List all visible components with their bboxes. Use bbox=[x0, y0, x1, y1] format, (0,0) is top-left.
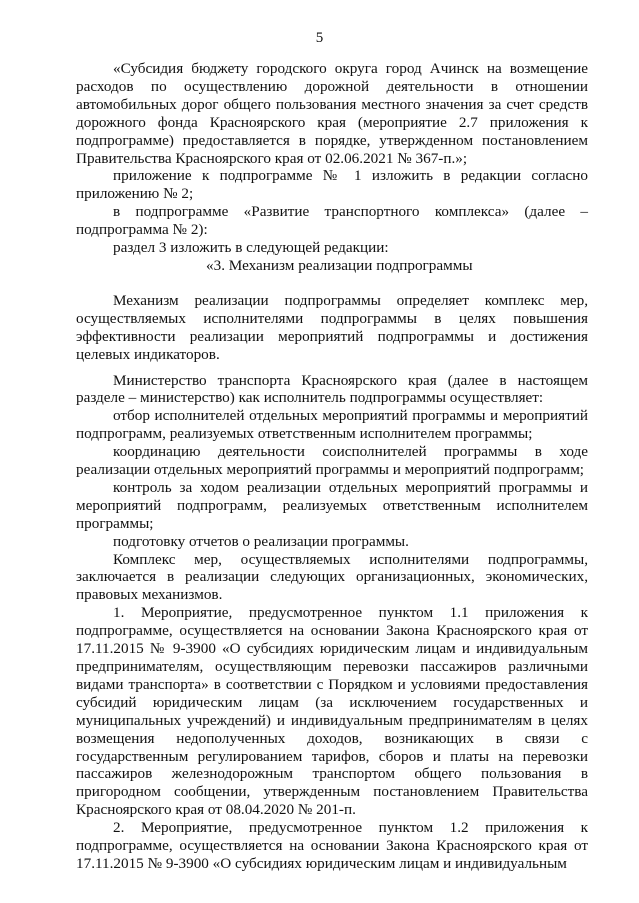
paragraph: координацию деятельности соисполнителей программы в ходе реализации отдельных мероприятий программы и мероприятий подпрограмм; bbox=[76, 443, 588, 479]
paragraph: приложение к подпрограмме № 1 изложить в редакции согласно приложению № 2; bbox=[76, 167, 588, 203]
paragraph: раздел 3 изложить в следующей редакции: bbox=[113, 239, 389, 257]
paragraph: «Субсидия бюджету городского округа город Ачинск на возмещение расходов по осуществлению дорожной деятельности в отношении автомобильных дорог общего пользования местного значения за счет средств дорожного фонда Красноярского края (мероприятие 2.7 приложения к подпрограмме) предоставляется в порядке, утвержденном постановлением Правительства Красноярского края от 02.06.2021 № 367-п.»; bbox=[76, 60, 588, 167]
section-heading: «3. Механизм реализации подпрограммы bbox=[206, 256, 473, 274]
paragraph: контроль за ходом реализации отдельных мероприятий программы и мероприятий подпрограмм, реализуемых ответственным исполнителем программы; bbox=[76, 478, 588, 532]
paragraph: отбор исполнителей отдельных мероприятий программы и мероприятий подпрограмм, реализуемых ответственным исполнителем программы; bbox=[76, 407, 588, 443]
paragraph: Комплекс мер, осуществляемых исполнителями подпрограммы, заключается в реализации следующих организационных, экономических, правовых механизмов. bbox=[76, 550, 588, 604]
paragraph: 1. Мероприятие, предусмотренное пунктом 1.1 приложения к подпрограмме, осуществляется на основании Закона Красноярского края от 17.11.2015 № 9-3900 «О субсидиях юридическим лицам и индивидуальным предпринимателям, осуществляющим перевозки пассажиров различными видами транспорта» в соответствии с Порядком и условиями предоставления субсидий юридическим лицам (за исключением государственных и муниципальных учреждений) и индивидуальным предпринимателям в целях возмещения недополученных доходов, возникающих в связи с государственным регулированием тарифов, сборов и платы на перевозки пассажиров железнодорожным транспортом общего пользования в пригородном сообщении, утвержденным постановлением Правительства Красноярского края от 08.04.2020 № 201-п. bbox=[76, 604, 588, 819]
paragraph: Министерство транспорта Красноярского края (далее в настоящем разделе – министерство) как исполнитель подпрограммы осуществляет: bbox=[76, 371, 588, 407]
paragraph: Механизм реализации подпрограммы определяет комплекс мер, осуществляемых исполнителями подпрограммы в целях повышения эффективности реализации мероприятий подпрограммы и достижения целевых индикаторов. bbox=[76, 291, 588, 363]
paragraph: 2. Мероприятие, предусмотренное пунктом 1.2 приложения к подпрограмме, осуществляется на основании Закона Красноярского края от 17.11.2015 № 9-3900 «О субсидиях юридическим лицам и индивидуальным bbox=[76, 819, 588, 872]
paragraph: подготовку отчетов о реализации программы. bbox=[113, 532, 409, 550]
document-body bbox=[76, 60, 588, 873]
paragraph: в подпрограмме «Развитие транспортного комплекса» (далее – подпрограмма № 2): bbox=[76, 203, 588, 239]
page-number: 5 bbox=[315, 30, 324, 46]
